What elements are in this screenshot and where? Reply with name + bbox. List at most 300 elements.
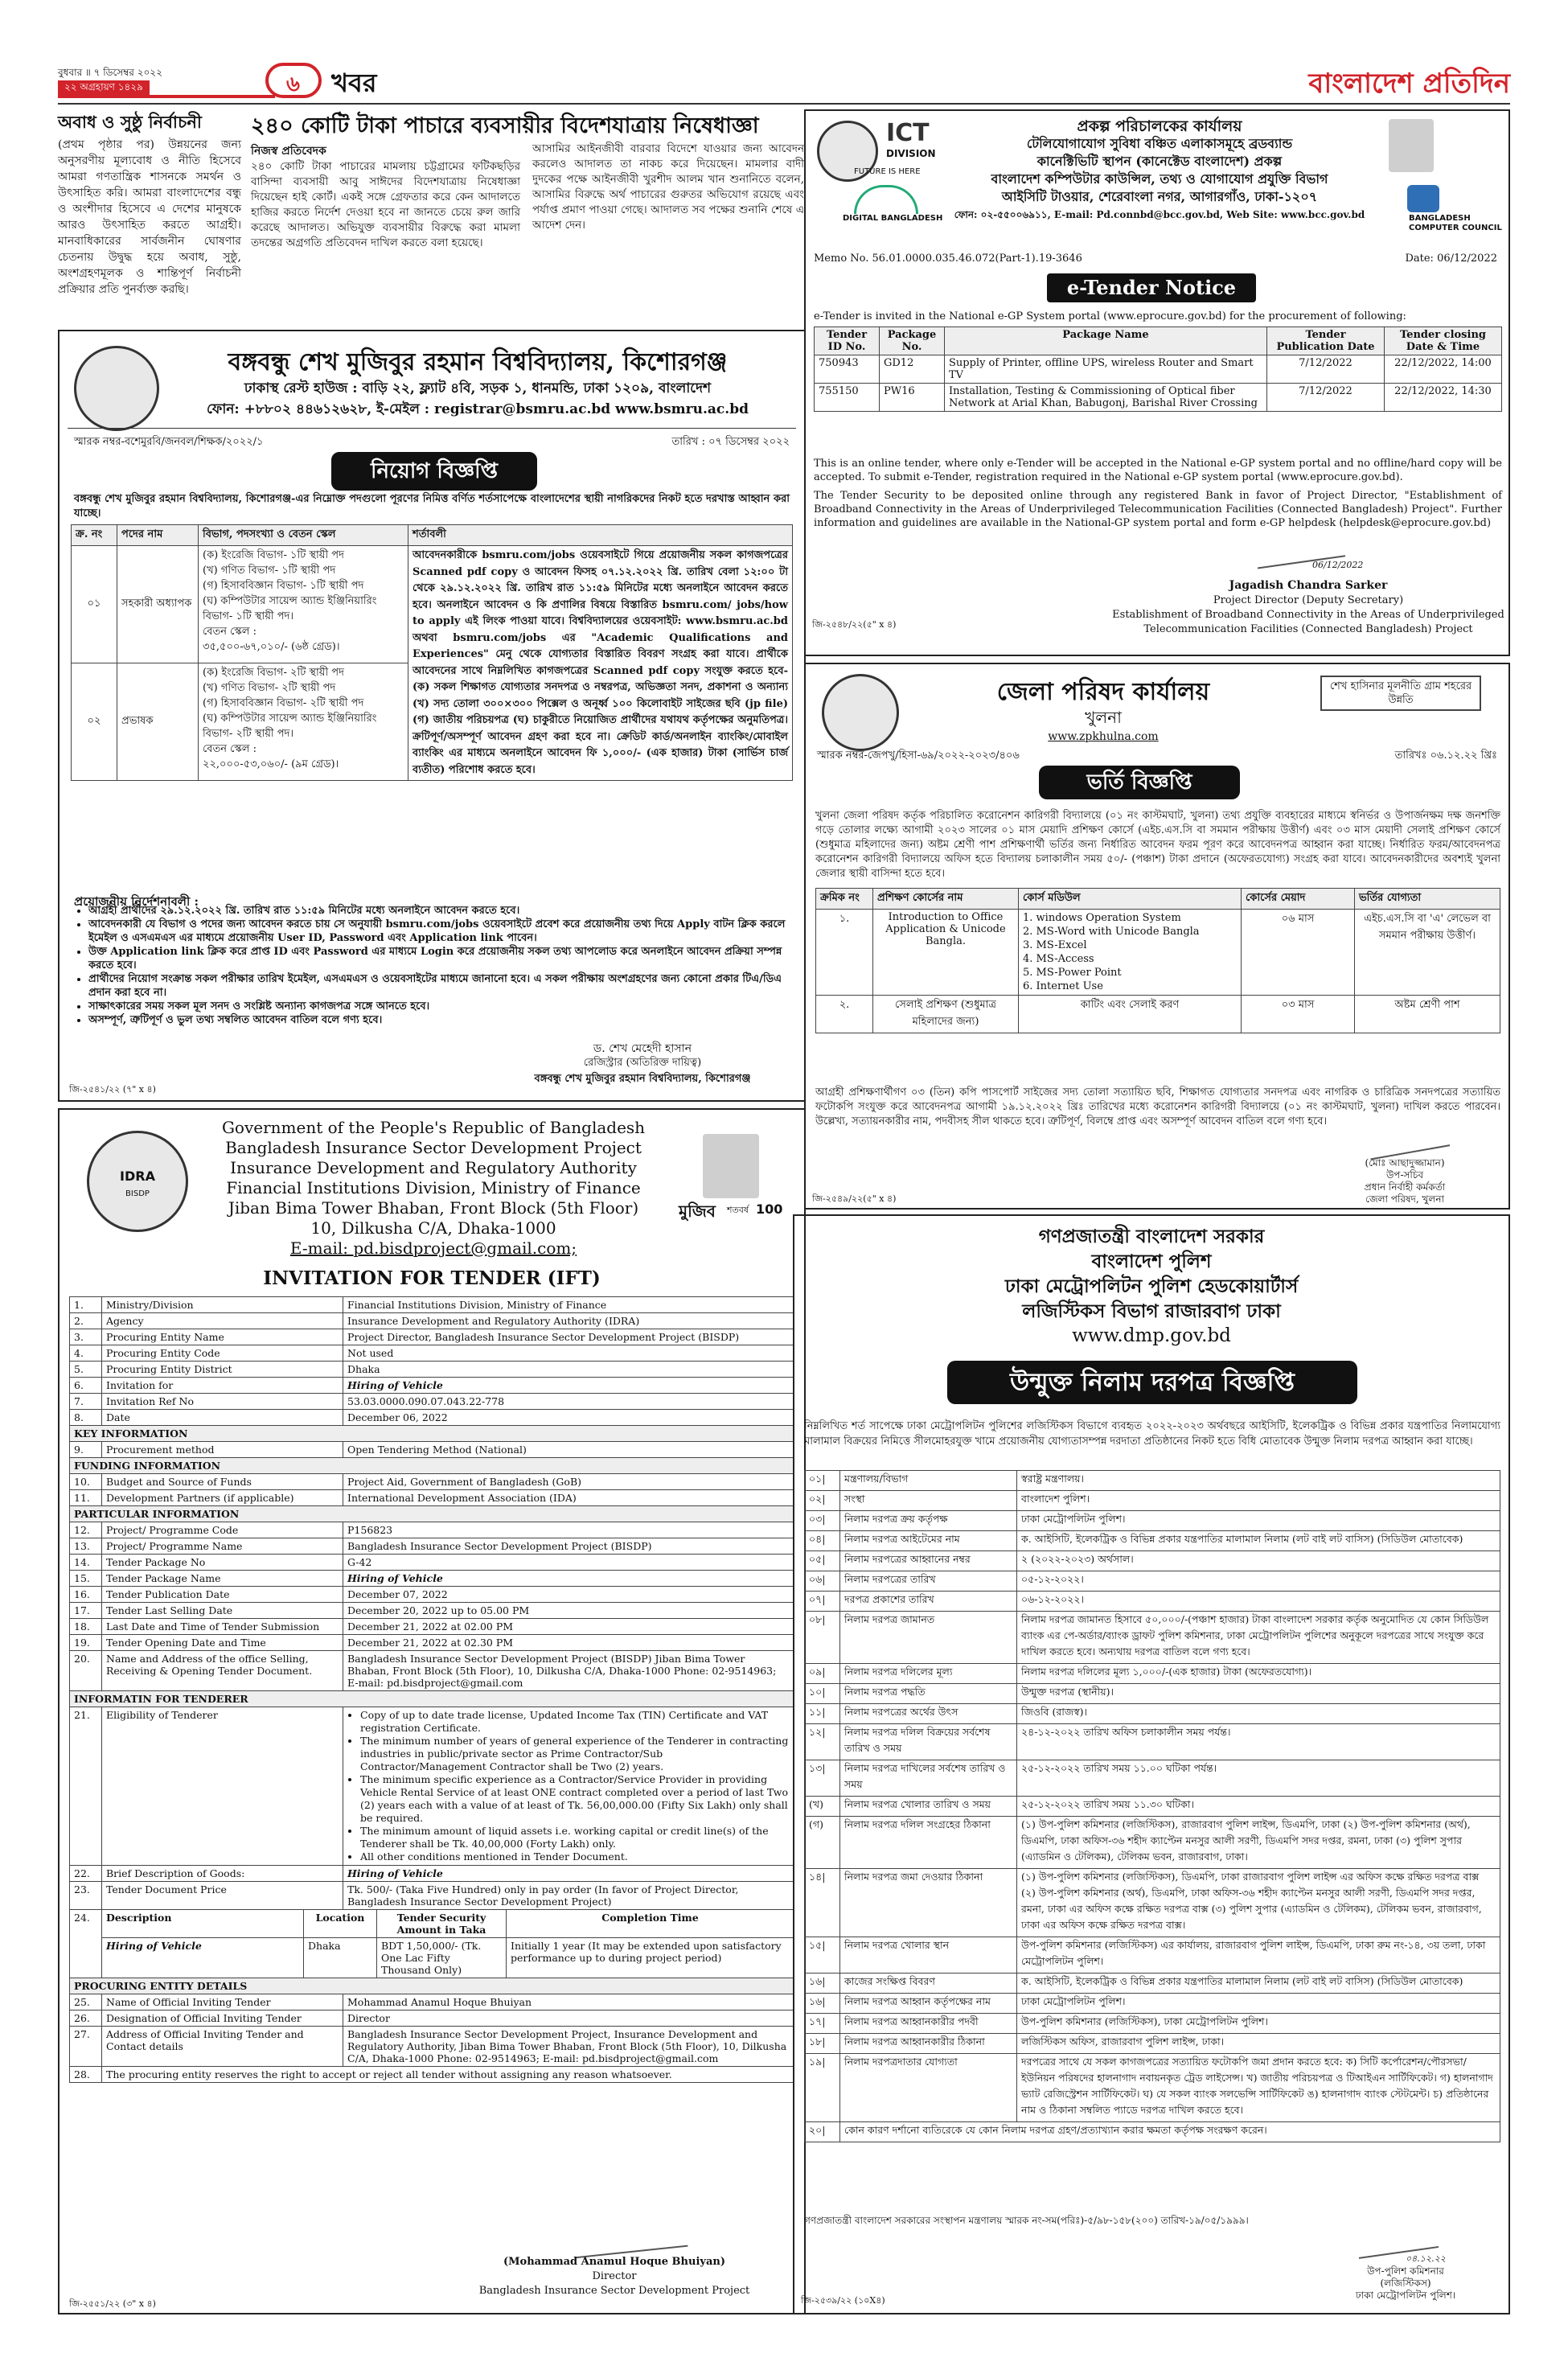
cell-id: 755150 (815, 384, 880, 412)
row-value: Project Director, Bangladesh Insurance Sector Development Project (BISDP) (343, 1329, 794, 1345)
col-header: কোর্স মডিউল (1019, 889, 1242, 910)
row-value: (১) উপ-পুলিশ কমিশনার (লজিস্টিকস), ডিএমপি, ঢাকা রাজারবাগ পুলিশ লাইন্স এর অফিস কক্ষে রক্ষিত দরপত্র বাক্স (২) উপ-পুলিশ কমিশনার (অর্থ), ডিএমপি, ঢাকা অফিস-৩৬ শহীদ ক্যাপ্টেন মনসুর আলী সরণী, ডিএমপি সদর দপ্তর, রমনা, ঢাকা এর অফিস কক্ষে রক্ষিত দরপত্র বাক্স (৩) পুলিশ সুপার (এ্যাডমিন ও টেলিকম), টেলিকম ভবন, রাজারবাগ, ঢাকা এর অফিস কক্ষে রক্ষিত দরপত্র বাক্স। (1017, 1869, 1500, 1937)
row-value: Hiring of Vehicle (343, 1378, 794, 1394)
header-line: ঢাকা মেট্রোপলিটন পুলিশ হেডকোয়ার্টার্স (1004, 1275, 1299, 1297)
signature-icon (1368, 1128, 1450, 1160)
table-row (805, 1817, 1500, 1869)
row-number: (খ) (805, 1797, 840, 1817)
office-name: জেলা পরিষদ কার্যালয় (996, 678, 1210, 706)
ict-logo-sub: DIVISION (886, 148, 936, 159)
row-key: Tender Package Name (102, 1571, 343, 1587)
row-value: (১) উপ-পুলিশ কমিশনার (লজিস্টিকস), রাজারবাগ পুলিশ লাইন্স, ডিএমপি, ঢাকা (২) উপ-পুলিশ কমিশনার (অর্থ), ডিএমপি, ঢাকা অফিস-৩৬ শহীদ ক্যাপ্টেন মনসুর আলী সরণী, ডিএমপি সদর দপ্তর, রমনা, ঢাকা (৩) পুলিশ সুপার (এ্যাডমিন ও টেলিকম), টেলিকম ভবন, রাজারবাগ, ঢাকা। (1017, 1817, 1500, 1869)
office-city: খুলনা (1085, 708, 1122, 727)
course-table (815, 888, 1500, 1033)
row-key: Invitation Ref No (102, 1394, 343, 1410)
row-value: Open Tendering Method (National) (343, 1442, 794, 1458)
module-line: 3. MS-Excel (1023, 939, 1087, 951)
row-number: ০৪| (805, 1531, 840, 1551)
table-row (805, 1511, 1500, 1531)
e-tender-table-grid (814, 327, 1502, 412)
ift-rows-procuring (70, 1994, 794, 2083)
section-label: INFORMATIN FOR TENDERER (70, 1691, 794, 1707)
row-number: ০৯| (805, 1664, 840, 1684)
table-section (70, 1458, 794, 1474)
table-row (70, 1362, 794, 1378)
row-key: Tender Opening Date and Time (102, 1635, 343, 1651)
cell-id: 750943 (815, 355, 880, 384)
table-section (70, 1691, 794, 1707)
positions-table (71, 524, 793, 781)
row-value: December 21, 2022 at 02.00 PM (343, 1619, 794, 1635)
row-key: Date (102, 1410, 343, 1426)
row-number: ১১| (805, 1704, 840, 1724)
row-number: 16. (70, 1587, 102, 1603)
row-number: ১৭| (805, 2014, 840, 2034)
table-row (805, 1937, 1500, 1974)
table-row (70, 1571, 794, 1587)
header-line: গণপ্রজাতন্ত্রী বাংলাদেশ সরকার (1038, 1226, 1265, 1247)
table-row (805, 1551, 1500, 1571)
memo-date: তারিখ : ০৭ ডিসেম্বর ২০২২ (671, 436, 790, 448)
table-row (70, 1651, 794, 1691)
signer-sub: (লজিস্টিকস) (1380, 2277, 1431, 2289)
row-value: Hiring of Vehicle (343, 1571, 794, 1587)
section-label: PARTICULAR INFORMATION (70, 1506, 794, 1522)
row-number: 1. (70, 1297, 102, 1313)
row-key: কোন কারণ দর্শানো ব্যতিরেকে যে কোন নিলাম দরপত্র গ্রহণ/প্রত্যাখ্যান করার ক্ষমতা কর্তৃপক্ষ সংরক্ষণ করেন। (840, 2122, 1500, 2142)
ad-code: জি-২৫৪৯/২২(৫" x ৪) (812, 1193, 897, 1204)
portrait-icon (1389, 119, 1434, 172)
ift-rows (70, 1297, 794, 1707)
module-line: 5. MS-Power Point (1023, 967, 1122, 979)
notice-intro: বঙ্গবন্ধু শেখ মুজিবুর রহমান বিশ্ববিদ্যালয়, কিশোরগঞ্জ-এর নিম্নোক্ত পদগুলো পূরণের নিমিত্ত বর্ণিত শর্তসাপেক্ষে বাংলাদেশের স্থায়ী নাগরিকদের নিকট হতে দরখাস্ত আহ্বান করা যাচ্ছে। (74, 493, 790, 520)
row-value: ০৫-১২-২০২২। (1017, 1571, 1500, 1592)
signer-name: (মোঃ আছাদুজ্জামান) (1365, 1157, 1445, 1169)
row-number: ১২| (805, 1724, 840, 1760)
course-table-grid (815, 888, 1500, 1033)
list-item: • The minimum specific experience as a Contractor/Service Provider in providing Vehicle Rental Service of at least ONE contract completed over a period of last Two (2) years each with a value of at least of Tk. 56,00,000.00 (Fifty Six Lakh) only shall be required. (360, 1773, 790, 1825)
table-row (805, 1531, 1500, 1551)
table-row (815, 384, 1502, 412)
module-line: 4. MS-Access (1023, 953, 1094, 965)
table-row (70, 1587, 794, 1603)
memo-date: Date: 06/12/2022 (1405, 253, 1497, 265)
col-header: প্রশিক্ষণ কোর্সের নাম (873, 889, 1019, 910)
table-row (70, 1994, 794, 2011)
row-value: Bangladesh Insurance Sector Development Project, Insurance Development and Regulatory Authority, Jiban Bima Tower Bhaban, Front Block (5th Floor), 10, Dilkusha C/A, Dhaka-1000 Phone: 02-9514963; E-mail: pd.bisdproject@gmail.com (343, 2027, 794, 2067)
row-value: Dhaka (343, 1362, 794, 1378)
row-number: ১৯| (805, 2054, 840, 2122)
table-row (70, 2067, 794, 2083)
list-item: • অসম্পূর্ণ, ত্রুটিপূর্ণ ও ভুল তথ্য সম্বলিত আবেদন বাতিল বলে গণ্য হবে। (88, 1013, 796, 1027)
row-value: ক. আইসিটি, ইলেকট্রিক ও বিভিন্ন প্রকার যন্ত্রপাতির মালামাল নিলাম (লট বাই লট বাসিস) (সিডিউল মোতাবেক) (1017, 1974, 1500, 1994)
signer-org-1: Establishment of Broadband Connectivity in the Areas of Underprivileged (1112, 609, 1504, 621)
row-value: Director (343, 2011, 794, 2027)
article-left-text: উন্নয়নের জন্য অনুসরণীয় মূল্যবোধ ও নীতি হিসেবে আমরা গণতান্ত্রিক শাসনকে সমর্থন ও উৎসাহিত করি। আমরা বাংলাদেশের বন্ধু ও অংশীদার হিসেবে এ দেশের মানুষকে আরও উৎসাহিত করতে আগ্রহী। মানবাধিকারের সার্বজনীন ঘোষণার চেতনায় উদ্বুদ্ধ হয়ে অবাধ, সুষ্ঠু, অংশগ্রহণমূলক ও শান্তিপূর্ণ নির্বাচনী প্রক্রিয়ার প্রতি পুনর্ব্যক্ত করছি। (58, 138, 241, 296)
row-number: ১৬| (805, 1994, 840, 2014)
desc-label: Description (102, 1910, 304, 1938)
portrait-icon (703, 1134, 759, 1198)
article-main-byline: নিজস্ব প্রতিবেদক (251, 145, 326, 158)
date-line-2: ২২ অগ্রহায়ণ ১৪২৯ (58, 80, 150, 97)
dept-line: (খ) গণিত বিভাগ- ১টি স্থায়ী পদ (203, 565, 336, 577)
row-key: নিলাম দরপত্রের অর্থের উৎস (840, 1704, 1017, 1724)
section-label: KEY INFORMATION (70, 1426, 794, 1442)
table-row (70, 1490, 794, 1506)
row-value: G-42 (343, 1555, 794, 1571)
mujib-num: 100 (756, 1201, 783, 1217)
table-row (805, 1571, 1500, 1592)
row-number: ০১| (805, 1471, 840, 1491)
col-header: ক্র. নং (72, 525, 117, 546)
row-value: উন্মুক্ত দরপত্র (স্থানীয়)। (1017, 1684, 1500, 1704)
table-row (72, 546, 793, 663)
row-key: Tender Last Selling Date (102, 1603, 343, 1619)
dept-line: (ক) ইংরেজি বিভাগ- ২টি স্থায়ী পদ (203, 667, 344, 679)
e-tender-p2: The Tender Security to be deposited online through any registered Bank in favor of Project Director, "Establishment of Broadband Connectivity in the Areas of Underprivileged Telecommunication Facilities (Connected Bangladesh) Project". Further information and guidelines are available in the National-GP system portal and form e-GP helpdesk (helpdesk@eprocure.gov.bd) (814, 490, 1502, 529)
e-tender-p1: This is an online tender, where only e-Tender will be accepted in the National e-GP system portal and no offline/hard copy will be accepted. To submit e-Tender, registration required in the National e-GP system portal (www.eprocure.gov.bd). (814, 458, 1502, 483)
row-key: Name and Address of the office Selling, Receiving & Opening Tender Document. (102, 1651, 343, 1691)
table-section (70, 1506, 794, 1522)
signer-org: জেলা পরিষদ, খুলনা (1365, 1193, 1445, 1205)
table-row (70, 1522, 794, 1538)
row-number: 15. (70, 1571, 102, 1587)
row-value: স্বরাষ্ট্র মন্ত্রণালয়। (1017, 1471, 1500, 1491)
cell-close: 22/12/2022, 14:00 (1385, 355, 1502, 384)
table-row (70, 1619, 794, 1635)
cell-pkg: GD12 (880, 355, 945, 384)
signer-title-2: প্রধান নির্বাহী কর্মকর্তা (1364, 1181, 1446, 1193)
table-row (805, 1994, 1500, 2014)
row-number: 23. (70, 1882, 102, 1910)
signer-org: Bangladesh Insurance Sector Development Project (478, 2285, 750, 2297)
row-key: নিলাম দরপত্র জমা দেওয়ার ঠিকানা (840, 1869, 1017, 1937)
ad-bisdp (58, 1108, 806, 2314)
memo-number: Memo No. 56.01.0000.035.46.072(Part-1).19-3646 (814, 253, 1082, 265)
row-key: Procuring Entity District (102, 1362, 343, 1378)
row-key: মন্ত্রণালয়/বিভাগ (840, 1471, 1017, 1491)
module-line: কাটিং এবং সেলাই করণ (1080, 999, 1180, 1011)
row-key: নিলাম দরপত্র দাখিলের সর্বশেষ তারিখ ও সময় (840, 1760, 1017, 1797)
row-key: Project/ Programme Name (102, 1538, 343, 1555)
bcc-text: BANGLADESH COMPUTER COUNCIL (1409, 214, 1502, 232)
section-label: খবর (331, 68, 377, 98)
cell-name: Installation, Testing & Commissioning of Optical fiber Network at Arial Khan, Babugonj, Barishal River Crossing (945, 384, 1267, 412)
row-value: Project Aid, Government of Bangladesh (GoB) (343, 1474, 794, 1490)
cell-sl: ১. (816, 910, 873, 996)
slogan-box (1320, 676, 1481, 711)
row-key: নিলাম দরপত্র দলিল সংগ্রহের ঠিকানা (840, 1817, 1017, 1869)
table-row (805, 1491, 1500, 1511)
slogan-text: শেখ হাসিনার মূলনীতি গ্রাম শহরের উন্নতি (1329, 680, 1472, 706)
row-number: (গ) (805, 1817, 840, 1869)
ad-ict (804, 109, 1510, 656)
list-item: • All other conditions mentioned in Tender Document. (360, 1850, 790, 1863)
col-header: বিভাগ, পদসংখ্যা ও বেতন স্কেল (199, 525, 408, 546)
col-header: Package No. (880, 327, 945, 355)
table-row (70, 1882, 794, 1910)
row-key: Last Date and Time of Tender Submission (102, 1619, 343, 1635)
row-value: Tk. 500/- (Taka Five Hundred) only in pay order (In favor of Project Director, Bangladesh Insurance Sector Development Project) (343, 1882, 794, 1910)
col-header: পদের নাম (117, 525, 199, 546)
ad-code: জি-২৫৩৯/২২ (১০X৪) (801, 2295, 885, 2306)
table-row (70, 1910, 794, 1978)
memo-number: স্মারক নম্বর-জেপখু/হিসা-৬৯/২০২২-২০২৩/৪০৬ (817, 750, 1020, 762)
dept-line: (খ) গণিত বিভাগ- ২টি স্থায়ী পদ (203, 682, 336, 694)
dept-line: বেতন স্কেল : (203, 626, 257, 638)
row-number: 24. (70, 1910, 102, 1978)
row-number: 26. (70, 2011, 102, 2027)
row-key: Address of Official Inviting Tender and Contact details (102, 2027, 343, 2067)
table-row (70, 1410, 794, 1426)
row-number: ১৫| (805, 1937, 840, 1974)
header-line: Bangladesh Insurance Sector Development Project (225, 1138, 642, 1157)
table-section (70, 1978, 794, 1994)
cell-post: সহকারী অধ্যাপক (117, 546, 199, 663)
table-row (816, 996, 1500, 1033)
e-tender-title: e-Tender Notice (1066, 276, 1237, 299)
article-left-title: অবাধ ও সুষ্ঠু নির্বাচনী (58, 112, 202, 132)
header-line: বাংলাদেশ পুলিশ (1091, 1251, 1212, 1272)
table-row (805, 1592, 1500, 1612)
dept-line: (ক) ইংরেজি বিভাগ- ১টি স্থায়ী পদ (203, 549, 344, 561)
row-number: ১৩| (805, 1760, 840, 1797)
row-key: Development Partners (if applicable) (102, 1490, 343, 1506)
university-seal-icon (74, 346, 159, 431)
dept-line: (ঘ) কম্পিউটার সায়েন্স অ্যান্ড ইঞ্জিনিয়ারিং বিভাগ- ১টি স্থায়ী পদ। (203, 595, 377, 622)
dept-line: (ঘ) কম্পিউটার সায়েন্স অ্যান্ড ইঞ্জিনিয়ারিং বিভাগ- ২টি স্থায়ী পদ। (203, 713, 377, 740)
row-number: ১০| (805, 1684, 840, 1704)
row-number: 4. (70, 1345, 102, 1362)
row-value: Insurance Development and Regulatory Authority (IDRA) (343, 1313, 794, 1329)
row-number: 7. (70, 1394, 102, 1410)
ad-code: জি-২৫৫১/২২ (৩" x ৪) (69, 2298, 156, 2309)
row-key: নিলাম দরপত্রের তারিখ (840, 1571, 1017, 1592)
row-number: ০৮| (805, 1612, 840, 1664)
list-item: • The minimum number of years of general experience of the Tenderer in contracting industries in public/private sector as Prime Contractor/Sub Contractor/Management Contractor shall be Two (2) years. (360, 1735, 790, 1773)
row-key: Procurement method (102, 1442, 343, 1458)
row-number: ০৬| (805, 1571, 840, 1592)
row-value: ২৫-১২-২০২২ তারিখ সময় ১১.৩০ ঘটিকা। (1017, 1797, 1500, 1817)
table-row (70, 1474, 794, 1490)
col-header: Tender ID No. (815, 327, 880, 355)
row-value: ঢাকা মেট্রোপলিটন পুলিশ। (1017, 1994, 1500, 2014)
header-line: Jiban Bima Tower Bhaban, Front Block (5th Floor) (228, 1198, 639, 1218)
table-row (805, 1724, 1500, 1760)
row-key: নিলাম দরপত্র ক্রয় কর্তৃপক্ষ (840, 1511, 1017, 1531)
masthead-rule (58, 103, 1510, 105)
row-number: ০২| (805, 1491, 840, 1511)
row-value: দরপত্রের সাথে যে সকল কাগজপত্রের সত্যায়িত ফটোকপি জমা প্রদান করতে হবে: ক) সিটি কর্পোরেশন/পৌরসভা/ইউনিয়ন পরিষদের হালনাগাদ নবায়নকৃত ট্রেড লাইসেন্স। খ) জাতীয় পরিচয়পত্র ও টিআইএন সার্টিফিকেট। গ) হালনাগাদ ভ্যাট রেজিস্ট্রেশন সার্টিফিকেট। ঘ) যে সকল ব্যাংক সলভেন্সি সার্টিফিকেট ঙ) হালনাগাদ ব্যাংক স্টেটমেন্ট। চ) প্রতিষ্ঠানের নাম ও ঠিকানা সম্বলিত প্যাডে দরপত্র দাখিল করতে হবে। (1017, 2054, 1500, 2122)
ict-header-lines (950, 117, 1369, 224)
page-number: ৬ (286, 72, 300, 97)
mujib-logo-icon (679, 1134, 783, 1230)
row-value: Bangladesh Insurance Sector Development Project (BISDP) (343, 1538, 794, 1555)
desc-security: BDT 1,50,000/- (Tk. One Lac Fifty Thousand Only) (377, 1938, 507, 1978)
col-header: কোর্সের মেয়াদ (1242, 889, 1355, 910)
table-row (70, 1297, 794, 1313)
row-value: Mohammad Anamul Hoque Bhuiyan (343, 1994, 794, 2011)
row-key: নিলাম দরপত্র জামানত (840, 1612, 1017, 1664)
university-contact: ফোন: +৮৮০২ ৪৪৬১২৬২৮, ই-মেইল : registrar@bsmru.ac.bd www.bsmru.ac.bd (207, 401, 749, 417)
row-key: Procuring Entity Code (102, 1345, 343, 1362)
header-line: আইসিটি টাওয়ার, শেরেবাংলা নগর, আগারগাঁও, ঢাকা-১২০৭ (1001, 189, 1318, 204)
signer-org: ঢাকা মেট্রোপলিটন পুলিশ। (1355, 2290, 1456, 2301)
auction-table-grid (804, 1470, 1500, 2142)
row-value: Bangladesh Insurance Sector Development Project (BISDP) Jiban Bima Tower Bhaban, Front Block (5th Floor), 10, Dilkusha C/A, Dhaka-1000 Phone: 02-9514963; E-mail: pd.bisdproject@gmail.com (343, 1651, 794, 1691)
list-item: • আগ্রহী প্রার্থীদের ২৯.১২.২০২২ খ্রি. তারিখ রাত ১১:৫৯ মিনিটের মধ্যে অনলাইনে আবেদন করতে হবে। (88, 904, 796, 918)
positions-table-grid (71, 524, 793, 781)
header-line: 10, Dilkusha C/A, Dhaka-1000 (310, 1218, 556, 1238)
table-row (70, 1378, 794, 1394)
signer-title: Director (592, 2270, 637, 2282)
row-number: 17. (70, 1603, 102, 1619)
memo-date: তারিখঃ ০৬.১২.২২ খ্রিঃ (1394, 750, 1497, 762)
signer-title: উপ-সচিব (1385, 1169, 1424, 1181)
desc-location: Dhaka (304, 1938, 377, 1978)
signer-title: রেজিস্ট্রার (অতিরিক্ত দায়িত্ব) (583, 1057, 702, 1069)
admission-intro: খুলনা জেলা পরিষদ কর্তৃক পরিচালিত করোনেশন কারিগরী বিদ্যালয়ে (০১ নং কাস্টমঘাট, খুলনা) তথ্য প্রযুক্তি ব্যবহারের মাধ্যমে স্বনির্ভর ও উপার্জনক্ষম দক্ষ জনশক্তি গড়ে তোলার লক্ষ্যে আগামী ২০২৩ সালের ০১ মাস মেয়াদি প্রশিক্ষণ কোর্সে (এইচ.এস.সি বা সমমান পরীক্ষায় উত্তীর্ণ) এবং ০৩ মাস মেয়াদী সেলাই প্রশিক্ষণ কোর্সে (শুধুমাত্র মহিলাদের জন্য) অষ্টম শ্রেণী পাশ প্রশিক্ষণার্থী ভর্তির জন্য নির্ধারিত আবেদন ফরম পূরণ করে আবেদনপত্র আহ্বান করা যাচ্ছে। নির্ধারিত ফরম/আবেদনপত্র করোনেশন কারিগরী বিদ্যালয়ে অফিস হতে বিদ্যালয় চলাকালীন সময় ৫০/- (পঞ্চাশ) টাকা প্রদানে (অফেরতযোগ্য) সংগ্রহ করা যাবে। আবেদনকারীদের অবশ্যই খুলনা জেলার স্থায়ী বাসিন্দা হতে হবে। (815, 810, 1500, 880)
table-row (70, 1538, 794, 1555)
cell-name: Introduction to Office Application & Unicode Bangla. (873, 910, 1019, 996)
col-header: শর্তাবলী (408, 525, 793, 546)
row-key: Designation of Official Inviting Tender (102, 2011, 343, 2027)
auction-intro: নিম্নলিখিত শর্ত সাপেক্ষে ঢাকা মেট্রোপলিটন পুলিশের লজিস্টিকস বিভাগে ব্যবহৃত ২০২২-২০২৩ অর্থবছরে আইসিটি, ইলেকট্রিক ও বিভিন্ন প্রকার যন্ত্রপাতির নিলামযোগ্য মালামাল বিক্রয়ের নিমিত্তে সীলমোহরযুক্ত খামে প্রয়োজনীয় যোগ্যতাসম্পন্ন দরদাতা প্রতিষ্ঠানের নিকট হতে বিধি মোতাবেক উন্মুক্ত নিলাম দরপত্র আহ্বান করা যাচ্ছে। (804, 1420, 1500, 1448)
ict-logo-tag: FUTURE IS HERE (854, 167, 921, 176)
row-key: সংস্থা (840, 1491, 1017, 1511)
row-key: নিলাম দরপত্র দলিল বিক্রয়ের সর্বশেষ তারিখ ও সময় (840, 1724, 1017, 1760)
row-number: ০৫| (805, 1551, 840, 1571)
notice-title-banner (331, 452, 537, 491)
university-address: ঢাকাস্থ রেস্ট হাউজ : বাড়ি ২২, ফ্ল্যাট ৪বি, সড়ক ১, ধানমন্ডি, ঢাকা ১২০৯, বাংলাদেশ (244, 380, 712, 396)
row-number: 5. (70, 1362, 102, 1378)
idra-logo-sub: BISDP (125, 1189, 150, 1198)
article-main-title: ২৪০ কোটি টাকা পাচারে ব্যবসায়ীর বিদেশযাত্রায় নিষেধাজ্ঞা (251, 113, 759, 138)
row-value: December 20, 2022 up to 05.00 PM (343, 1603, 794, 1619)
divider (68, 428, 796, 429)
table-row (815, 355, 1502, 384)
row-number: 2. (70, 1313, 102, 1329)
row-number: 10. (70, 1474, 102, 1490)
table-row (70, 1442, 794, 1458)
row-value: ২৫-১২-২০২২ তারিখ সময় ১১.০০ ঘটিকা পর্যন্ত। (1017, 1760, 1500, 1797)
row-value: International Development Association (IDA) (343, 1490, 794, 1506)
row-value: নিলাম দরপত্র দলিলের মূল্য ১,০০০/-(এক হাজার) টাকা (অফেরতযোগ্য)। (1017, 1664, 1500, 1684)
idra-logo-icon (87, 1131, 188, 1232)
table-row (805, 2014, 1500, 2034)
university-name: বঙ্গবন্ধু শেখ মুজিবুর রহমান বিশ্ববিদ্যালয়, কিশোরগঞ্জ (228, 348, 728, 376)
col-header: ভর্তির যোগ্যতা (1355, 889, 1500, 910)
cell-duration: ০৩ মাস (1242, 996, 1355, 1033)
row-number: ১৮| (805, 2034, 840, 2054)
table-row (816, 910, 1500, 996)
table-row (805, 1664, 1500, 1684)
row-number: ২০| (805, 2122, 840, 2142)
row-value: Financial Institutions Division, Ministry of Finance (343, 1297, 794, 1313)
header-line: কানেক্টিভিটি স্থাপন (কানেক্টেড বাংলাদেশ) প্রকল্প (1036, 154, 1283, 169)
dept-line: (গ) হিসাববিজ্ঞান বিভাগ- ১টি স্থায়ী পদ (203, 580, 364, 592)
admission-title-banner (1039, 766, 1240, 799)
brand-logo: বাংলাদেশ প্রতিদিন (1308, 68, 1510, 100)
signer-title: উপ-পুলিশ কমিশনার (1367, 2265, 1444, 2277)
cell-eligibility: এইচ.এস.সি বা 'এ' লেভেল বা সমমান পরীক্ষায় উত্তীর্ণ। (1355, 910, 1500, 996)
row-value: ক. আইসিটি, ইলেকট্রিক ও বিভিন্ন প্রকার যন্ত্রপাতির মালামাল নিলাম (লট বাই লট বাসিস) (সিডিউল মোতাবেক) (1017, 1531, 1500, 1551)
section-label: PROCURING ENTITY DETAILS (70, 1978, 794, 1994)
table-row (805, 1471, 1500, 1491)
cell-pkg: PW16 (880, 384, 945, 412)
auction-title: উন্মুক্ত নিলাম দরপত্র বিজ্ঞপ্তি (1009, 1368, 1295, 1397)
list-item: • Copy of up to date trade license, Updated Income Tax (TIN) Certificate and VAT registration Certificate. (360, 1709, 790, 1735)
ict-logo-name: ICT (886, 119, 930, 147)
cell-post: প্রভাষক (117, 663, 199, 781)
header-line: প্রকল্প পরিচালকের কার্যালয় (1077, 117, 1242, 135)
header-website: www.dmp.gov.bd (1072, 1325, 1231, 1346)
row-key: Budget and Source of Funds (102, 1474, 343, 1490)
auction-table (804, 1470, 1500, 2142)
ad-code: জি-২৫৪৮/২২(৫" x ৪) (812, 619, 897, 630)
row-key: নিলাম দরপত্র খোলার স্থান (840, 1937, 1017, 1974)
cell-modules (1019, 910, 1242, 996)
list-item: • সাক্ষাৎকারের সময় সকল মূল সনদ ও সংশ্লিষ্ট অন্যান্য কাগজপত্র সঙ্গে আনতে হবে। (88, 1000, 796, 1013)
article-left-cont: (প্রথম পৃষ্ঠার পর) (58, 138, 155, 151)
cell-close: 22/12/2022, 14:30 (1385, 384, 1502, 412)
e-tender-table (814, 327, 1502, 412)
signer-name: (Mohammad Anamul Hoque Bhuiyan) (503, 2256, 725, 2268)
signature-icon (573, 2218, 688, 2258)
row-key: নিলাম দরপত্রের আহ্বানের নম্বর (840, 1551, 1017, 1571)
mujib-text: মুজিব (679, 1201, 716, 1221)
col-header: Completion Time (507, 1910, 794, 1938)
col-header: ক্রমিক নং (816, 889, 873, 910)
table-row (805, 1869, 1500, 1937)
row-key: কাজের সংক্ষিপ্ত বিবরণ (840, 1974, 1017, 1994)
e-tender-intro: e-Tender is invited in the National e-GP System portal (www.eprocure.gov.bd) for the procurement of following: (814, 310, 1406, 322)
row-key: Ministry/Division (102, 1297, 343, 1313)
row-number: 3. (70, 1329, 102, 1345)
header-contact: ফোন: ০২-৫৫০০৬৯১১, E-mail: Pd.connbd@bcc.gov.bd, Web Site: www.bcc.gov.bd (954, 209, 1365, 220)
row-number: ১৪| (805, 1869, 840, 1937)
article-main-col1: ২৪০ কোটি টাকা পাচারের মামলায় চট্টগ্রামের ফটিকছড়ির বাসিন্দা ব্যবসায়ী আবু সাঈদের বিদেশযাত্রায় নিষেধাজ্ঞা দিয়েছেন হাই কোর্ট। একই সঙ্গে গ্রেফতার করে কেন আদালতে হাজির করতে নির্দেশ দেওয়া হবে না জানতে চেয়ে রুল জারি করেছে আদালত। অভিযুক্ত ব্যবসায়ীর বিরুদ্ধে করা মামলা তদন্তের অগ্রগতি প্রতিবেদন দাখিল করতে বলা হয়েছে। (251, 160, 520, 249)
module-line: 6. Internet Use (1023, 980, 1103, 992)
table-row (70, 1635, 794, 1651)
cell-depts (199, 546, 408, 663)
mujib-logo-icon (1389, 119, 1493, 175)
table-row (70, 1329, 794, 1345)
row-key: Procuring Entity Name (102, 1329, 343, 1345)
row-number: 12. (70, 1522, 102, 1538)
table-row (805, 2034, 1500, 2054)
table-row (805, 1760, 1500, 1797)
table-row (805, 1684, 1500, 1704)
row-key: Tender Package No (102, 1555, 343, 1571)
list-item: • প্রার্থীদের নিয়োগ সংক্রান্ত সকল পরীক্ষার তারিখ ইমেইল, এসএমএস ও ওয়েবসাইটের মাধ্যমে জানানো হবে। এ সকল পরীক্ষায় অংশগ্রহণের জন্য কোনো প্রকার টিএ/ডিএ প্রদান করা হবে না। (88, 972, 796, 1000)
row-key: নিলাম দরপত্র পদ্ধতি (840, 1684, 1017, 1704)
header-email: E-mail: pd.bisdproject@gmail.com; (289, 1238, 577, 1258)
table-section (70, 1426, 794, 1442)
instructions-title: প্রয়োজনীয় নির্দেশনাবলী : (74, 894, 199, 909)
dmp-header-lines (794, 1224, 1508, 1349)
cell-pub: 7/12/2022 (1267, 355, 1385, 384)
ad-bsmru (58, 330, 806, 1102)
table-row (70, 1394, 794, 1410)
row-value: Hiring of Vehicle (343, 1866, 794, 1882)
row-key: Name of Official Inviting Tender (102, 1994, 343, 2011)
col-header: Location (304, 1910, 377, 1938)
eligibility-list (347, 1709, 790, 1863)
row-number: 19. (70, 1635, 102, 1651)
header-line: Financial Institutions Division, Ministry of Finance (226, 1178, 641, 1197)
cell-depts (199, 663, 408, 781)
